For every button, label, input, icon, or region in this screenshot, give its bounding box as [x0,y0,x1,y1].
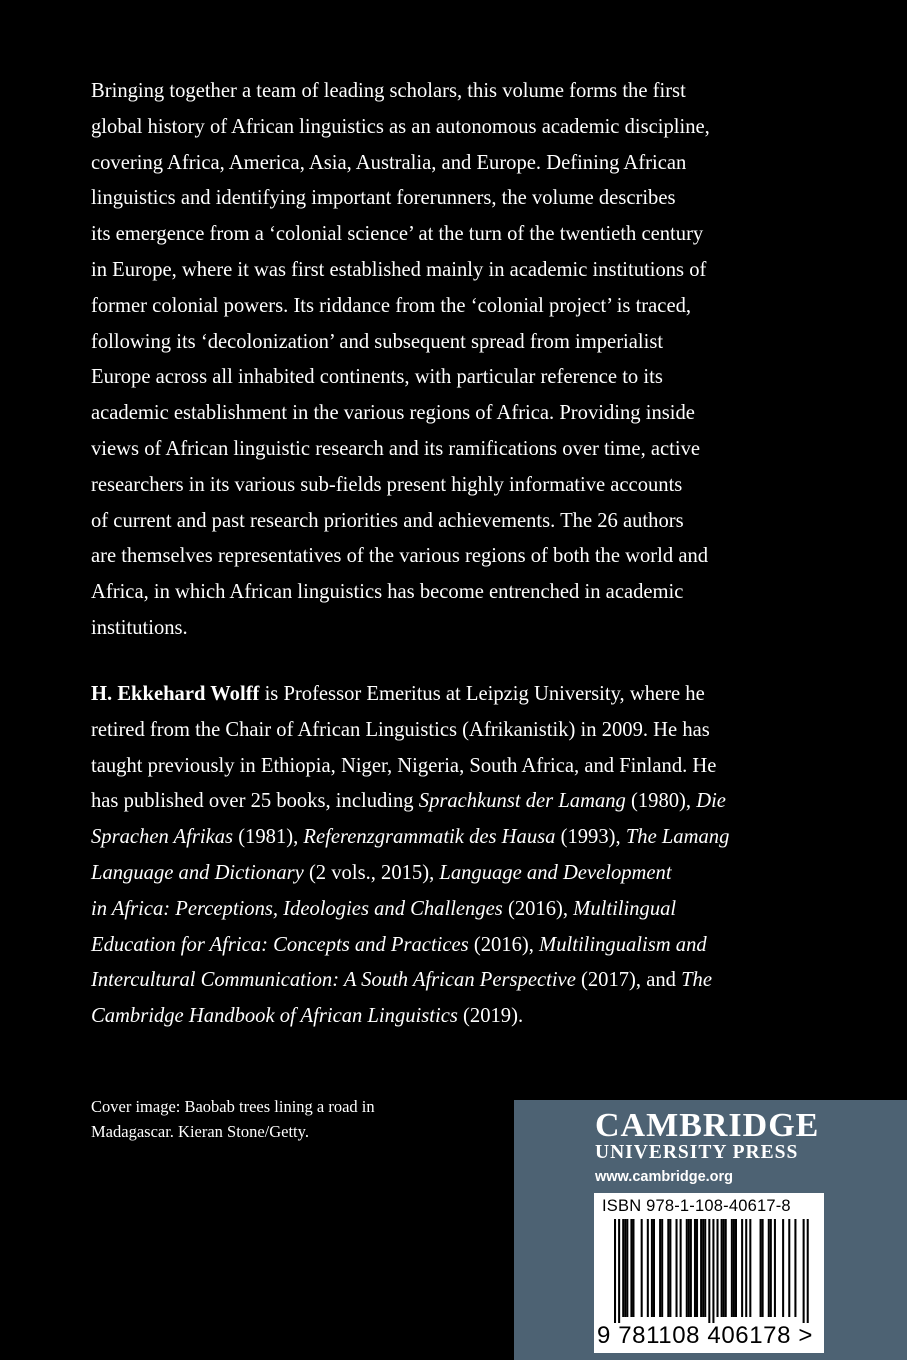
barcode-bar [694,1219,696,1317]
barcode-bar [696,1219,698,1317]
barcode-bar [667,1219,669,1317]
book-title: Sprachen Afrikas [91,826,234,849]
barcode-bar [774,1219,776,1317]
barcode-bar [735,1219,737,1317]
barcode-bar [632,1219,634,1317]
barcode-bar [700,1219,702,1317]
bio-line [91,784,791,820]
bio-text: (2 vols., 2015), [303,861,440,884]
bio-line: retired from the Chair of African Linguistics (Afrikanistik) in 2009. He has [91,718,710,741]
barcode-bar [760,1219,762,1317]
book-title: Multilingual [573,897,677,920]
barcode-bar [807,1219,809,1323]
barcode-bar [647,1219,649,1317]
barcode-bar [803,1219,805,1323]
barcode-bar [676,1219,678,1317]
barcode-bar [680,1219,682,1317]
bio-line: taught previously in Ethiopia, Niger, Nigeria, South Africa, and Finland. He [91,754,717,777]
barcode-bar [702,1219,704,1317]
blurb-line: Africa, in which African linguistics has become entrenched in academic [91,581,684,604]
bio-text: has published over 25 books, including [91,790,419,813]
book-title: Education for Africa: Concepts and Practices [91,933,469,956]
bio-line [91,892,791,928]
blurb-line: views of African linguistic research and its ramifications over time, active [91,437,701,460]
barcode-bar [733,1219,735,1317]
author-bio [91,677,791,1035]
barcode-bar [624,1219,626,1317]
book-title: Language and Dictionary [91,861,304,884]
author-name: H. Ekkehard Wolff [91,683,260,705]
barcode-bar [614,1219,616,1323]
book-title: in Africa: Perceptions, Ideologies and Challenges [91,897,503,920]
blurb-line: Bringing together a team of leading scholars, this volume forms the first [91,80,686,102]
book-title: Sprachkunst der Lamang [418,790,626,813]
blurb-line: linguistics and identifying important forerunners, the volume describes [91,187,676,210]
bio-line [91,677,791,713]
barcode-bar [653,1219,655,1317]
bio-line [91,820,791,856]
blurb-line: former colonial powers. Its riddance from the ‘colonial project’ is traced, [91,294,692,317]
barcode-bar [661,1219,663,1317]
barcode-bar [794,1219,796,1317]
barcode-bar [721,1219,723,1317]
barcode-bar [622,1219,624,1317]
blurb-line: in Europe, where it was first established mainly in academic institutions of [91,258,707,281]
barcode-bar [725,1219,727,1317]
bio-text: (1980), [625,790,697,813]
book-title: The [681,969,712,992]
book-title: Multilingualism and [539,933,707,956]
book-title: The Lamang [625,826,730,849]
barcode-digits [597,1323,813,1349]
bio-line [91,856,791,892]
cover-image-credit [91,1095,471,1144]
bio-text: is Professor Emeritus at Leipzig University, where he [259,683,705,705]
bio-text: (2019). [457,1005,524,1028]
barcode-bar [762,1219,764,1317]
chevron-right-icon: > [798,1322,813,1349]
barcode-bar [669,1219,671,1317]
barcode-panel [594,1193,824,1353]
book-title: Intercultural Communication: A South African Perspective [91,969,576,992]
book-title: Language and Development [439,861,672,884]
bio-line [91,928,791,964]
publisher-subtitle: UNIVERSITY PRESS [595,1142,799,1163]
barcode-bar [731,1219,733,1317]
barcode-bar [688,1219,690,1317]
barcode-bar [630,1219,632,1317]
blurb-line: academic establishment in the various regions of Africa. Providing inside [91,402,695,425]
barcode-bar [690,1219,692,1317]
bio-text: (2017), and [575,969,682,992]
barcode-bar [626,1219,628,1317]
barcode-bar [712,1219,714,1323]
bio-text: (1993), [555,826,626,849]
bio-text: (2016), [502,897,574,920]
blurb-line: Europe across all inhabited continents, with particular reference to its [91,366,663,389]
credit-line: Cover image: Baobab trees lining a road in [91,1097,375,1116]
book-title: Referenzgrammatik des Hausa [303,826,556,849]
barcode-number: 9 781108 406178 [597,1322,792,1349]
blurb-line: are themselves representatives of the various regions of both the world and [91,545,709,568]
blurb-line: institutions. [91,616,188,639]
barcode-bar [741,1219,743,1317]
bio-line [91,963,791,999]
bio-text: (2016), [468,933,540,956]
barcode-bar [745,1219,747,1317]
blurb-line: its emergence from a ‘colonial science’ at the turn of the twentieth century [91,223,704,246]
blurb-line: covering Africa, America, Asia, Australia, and Europe. Defining African [91,151,687,174]
barcode-bar [704,1219,706,1317]
credit-line: Madagascar. Kieran Stone/Getty. [91,1121,309,1141]
barcode-bar [768,1219,770,1317]
book-blurb [91,74,791,647]
barcode-bar [788,1219,790,1317]
isbn-label: ISBN 978-1-108-40617-8 [602,1197,791,1215]
barcode-bar [717,1219,719,1317]
blurb-line: following its ‘decolonization’ and subsequent spread from imperialist [91,330,664,353]
barcode-icon [594,1219,824,1323]
publisher-name: CAMBRIDGE [595,1107,820,1144]
blurb-line: global history of African linguistics as an autonomous academic discipline, [91,115,710,138]
barcode-bar [641,1219,643,1317]
barcode-bar [659,1219,661,1317]
barcode-bar [618,1219,620,1323]
book-title: Die [696,790,726,813]
book-title: Cambridge Handbook of African Linguistics [91,1005,458,1028]
blurb-line: researchers in its various sub-fields present highly informative accounts [91,473,683,496]
barcode-bar [723,1219,725,1317]
barcode-bar [782,1219,784,1317]
publisher-url: www.cambridge.org [595,1169,734,1185]
barcode-bar [651,1219,653,1317]
barcode-bar [708,1219,710,1323]
bio-text: (1981), [233,826,304,849]
barcode-bar [749,1219,751,1317]
barcode-bar [686,1219,688,1317]
bio-line [91,999,791,1035]
publisher-panel [514,1100,907,1360]
blurb-line: of current and past research priorities and achievements. The 26 authors [91,509,684,532]
barcode-bar [770,1219,772,1317]
